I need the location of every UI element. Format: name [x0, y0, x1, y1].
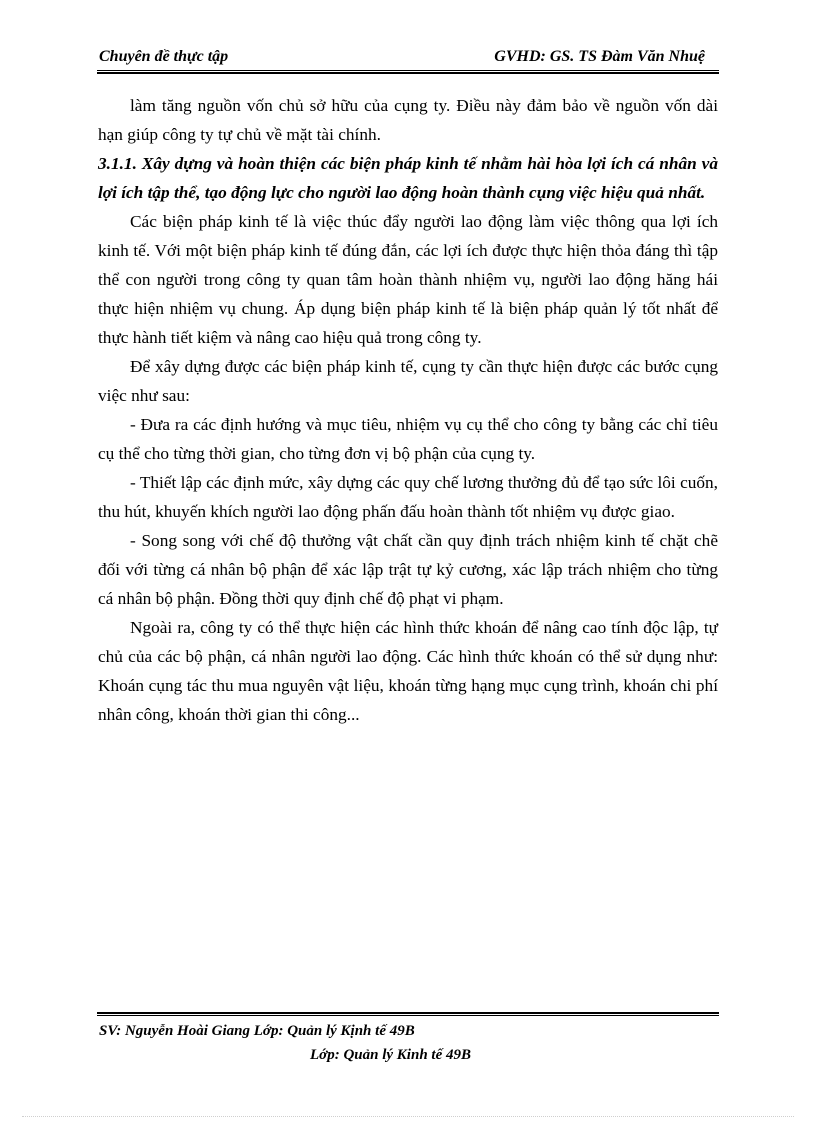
list-item-goals: - Đưa ra các định hướng và mục tiêu, nhiệm vụ cụ thể cho công ty bằng các chỉ tiêu cụ thể cho từng thời gian, cho từng đơn vị bộ phận của cụng ty. [98, 415, 718, 463]
footer-class-line: Lớp: Quản lý Kinh tế 49B [310, 1047, 471, 1063]
document-body [98, 91, 718, 729]
paragraph-intro: làm tăng nguồn vốn chủ sở hữu của cụng ty. Điều này đảm bảo về nguồn vốn dài hạn giúp công ty tự chủ về mặt tài chính. [98, 96, 718, 144]
paragraph-economic-measures: Các biện pháp kinh tế là việc thúc đẩy người lao động làm việc thông qua lợi ích kinh tế. Với một biện pháp kinh tế đúng đắn, các lợi ích được thực hiện thỏa đáng thì tập thể con người trong công ty quan tâm hoàn thành nhiệm vụ, người lao động hăng hái thực hiện nhiệm vụ chung. Áp dụng biện pháp kinh tế là biện pháp quản lý tốt nhất để thực hành tiết kiệm và nâng cao hiệu quả trong công ty. [98, 212, 718, 347]
paragraph-contracting: Ngoài ra, công ty có thể thực hiện các hình thức khoán để nâng cao tính độc lập, tự chủ của các bộ phận, cá nhân người lao động. Các hình thức khoán có thể sử dụng như: Khoán cụng tác thu mua nguyên vật liệu, khoán từng hạng mục cụng trình, khoán chi phí nhân công, khoán thời gian thi công... [98, 618, 718, 724]
header-divider-thick [97, 72, 719, 74]
header-document-type: Chuyên đề thực tập [99, 48, 229, 65]
footer-student-line: SV: Nguyễn Hoài Giang Lớp: Quản lý Kịnh tế 49B [99, 1023, 415, 1039]
paragraph-steps: Để xây dựng được các biện pháp kinh tế, cụng ty cần thực hiện được các bước cụng việc như sau: [98, 357, 718, 405]
section-heading: 3.1.1. Xây dựng và hoàn thiện các biện pháp kinh tế nhằm hài hòa lợi ích cá nhân và lợi ích tập thể, tạo động lực cho người lao động hoàn thành cụng việc hiệu quả nhất. [98, 154, 718, 202]
footer-divider-thick [97, 1012, 719, 1014]
list-item-responsibility: - Song song với chế độ thưởng vật chất cần quy định trách nhiệm kinh tế chặt chẽ đối với từng cá nhân bộ phận để xác lập trật tự kỷ cương, xác lập trách nhiệm cho từng cá nhân bộ phận. Đồng thời quy định chế độ phạt vi phạm. [98, 531, 718, 608]
page-header [97, 46, 719, 72]
header-divider [97, 70, 719, 71]
list-item-norms: - Thiết lập các định mức, xây dựng các quy chế lương thưởng đủ để tạo sức lôi cuốn, thu hút, khuyến khích người lao động phấn đấu hoàn thành tốt nhiệm vụ được giao. [98, 473, 718, 521]
page-footer [97, 1019, 719, 1067]
footer-divider [97, 1015, 719, 1016]
header-supervisor: GVHD: GS. TS Đàm Văn Nhuệ [494, 48, 705, 65]
page-bottom-edge [22, 1116, 794, 1117]
